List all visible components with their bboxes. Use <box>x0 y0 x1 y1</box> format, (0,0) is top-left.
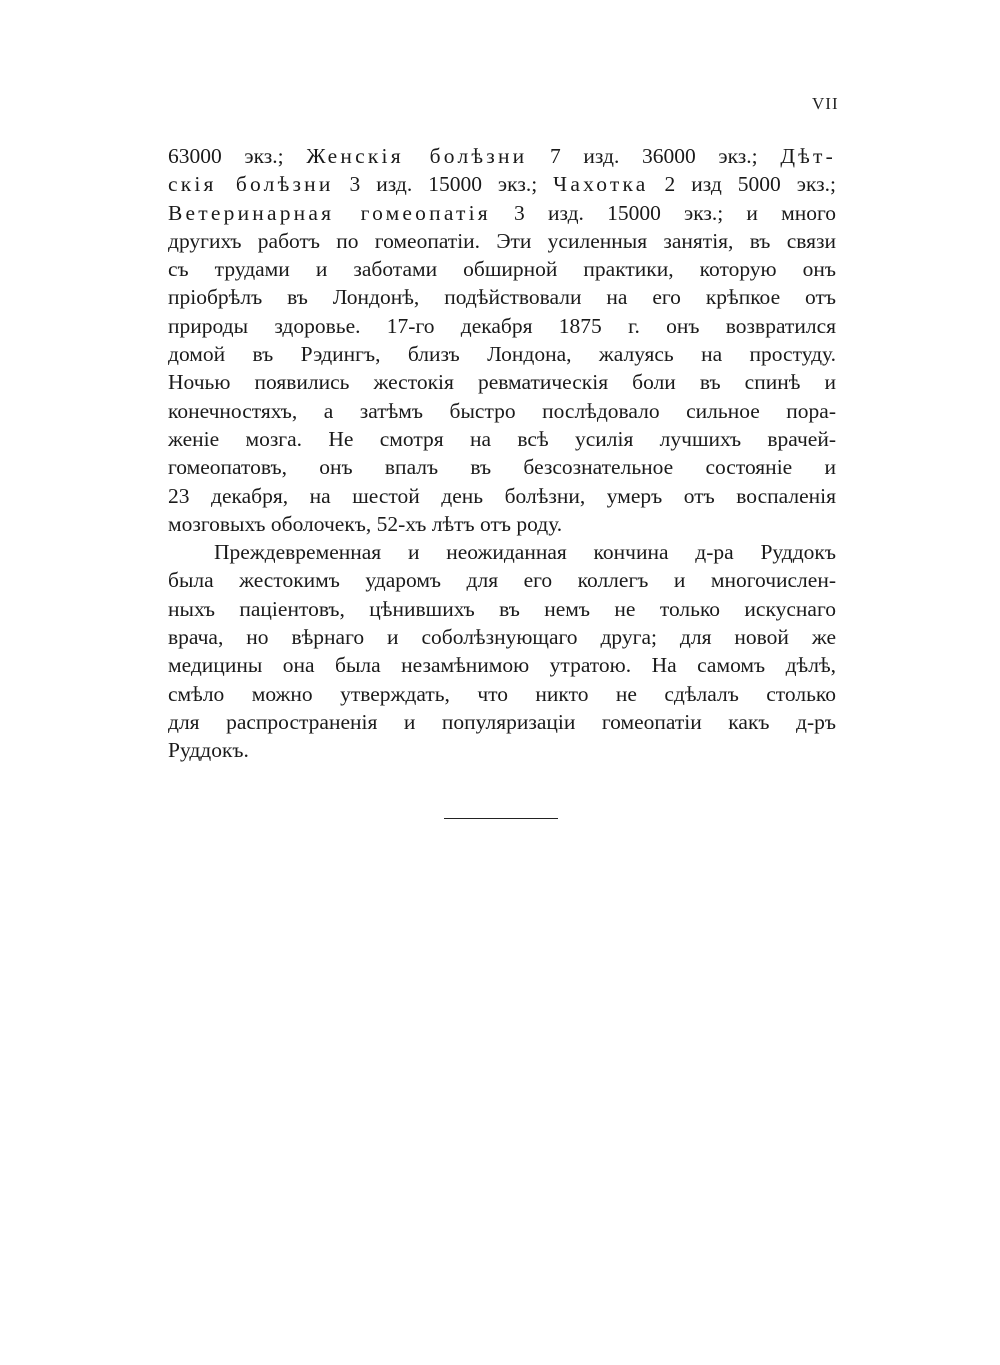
spaced-title: Чахотка <box>553 172 649 197</box>
text-line: Руддокъ. <box>168 738 249 763</box>
text-line: конечностяхъ, а затѣмъ быстро послѣдовало сильное пора- <box>168 398 836 423</box>
text-line: мозговыхъ оболочекъ, 52-хъ лѣтъ отъ роду. <box>168 511 563 536</box>
spaced-title: Дѣт- <box>780 144 837 168</box>
text-line: смѣло можно утверждать, что никто не сдѣлалъ столько <box>168 681 836 706</box>
spaced-title: скія болѣзни <box>168 172 334 197</box>
text-line: была жестокимъ ударомъ для его коллегъ и многочислен- <box>168 568 836 593</box>
text-line: женіе мозга. Не смотря на всѣ усилія лучшихъ врачей- <box>168 426 836 451</box>
text-line: ныхъ паціентовъ, цѣнившихъ въ немъ не только искуснаго <box>168 596 836 621</box>
paragraph-2 <box>168 538 836 764</box>
paragraph-1 <box>168 142 836 538</box>
text-line: для распространенія и популяризаціи гомеопатіи какъ д-ръ <box>168 709 836 734</box>
text-line: съ трудами и заботами обширной практики, которую онъ <box>168 257 836 282</box>
text-line: Преждевременная и неожиданная кончина д-ра Руддокъ <box>214 540 836 565</box>
text-line: другихъ работъ по гомеопатіи. Эти усиленныя занятія, въ связи <box>168 228 836 253</box>
text-line: врача, но вѣрнаго и соболѣзнующаго друга; для новой же <box>168 625 836 650</box>
text-line: домой въ Рэдингъ, близъ Лондона, жалуясь на простуду. <box>168 342 836 367</box>
text-line: медицины она была незамѣнимою утратою. На самомъ дѣлѣ, <box>168 653 836 678</box>
body-text <box>168 142 836 765</box>
text-line: Ветеринарная гомеопатія 3 изд. 15000 экз.; и много <box>168 200 837 225</box>
text-line: природы здоровье. 17-го декабря 1875 г. онъ возвратился <box>168 313 836 338</box>
text-line: скія болѣзни 3 изд. 15000 экз.; Чахотка 2 изд 5000 экз.; <box>168 172 837 197</box>
page-number: VII <box>812 94 839 113</box>
text-line: 23 декабря, на шестой день болѣзни, умеръ отъ воспаленія <box>168 483 836 508</box>
spaced-title: Ветеринарная гомеопатія <box>168 200 491 225</box>
text-line: гомеопатовъ, онъ впалъ въ безсознательное состояніе и <box>168 455 836 480</box>
spaced-title: Женскія болѣзни <box>306 144 528 168</box>
section-end-rule <box>444 818 558 819</box>
text-line: пріобрѣлъ въ Лондонѣ, подѣйствовали на его крѣпкое отъ <box>168 285 836 310</box>
text-line: Ночью появились жестокія ревматическія боли въ спинѣ и <box>168 370 836 395</box>
text-line: 63000 экз.; Женскія болѣзни 7 изд. 36000 экз.; Дѣт- <box>168 144 837 168</box>
